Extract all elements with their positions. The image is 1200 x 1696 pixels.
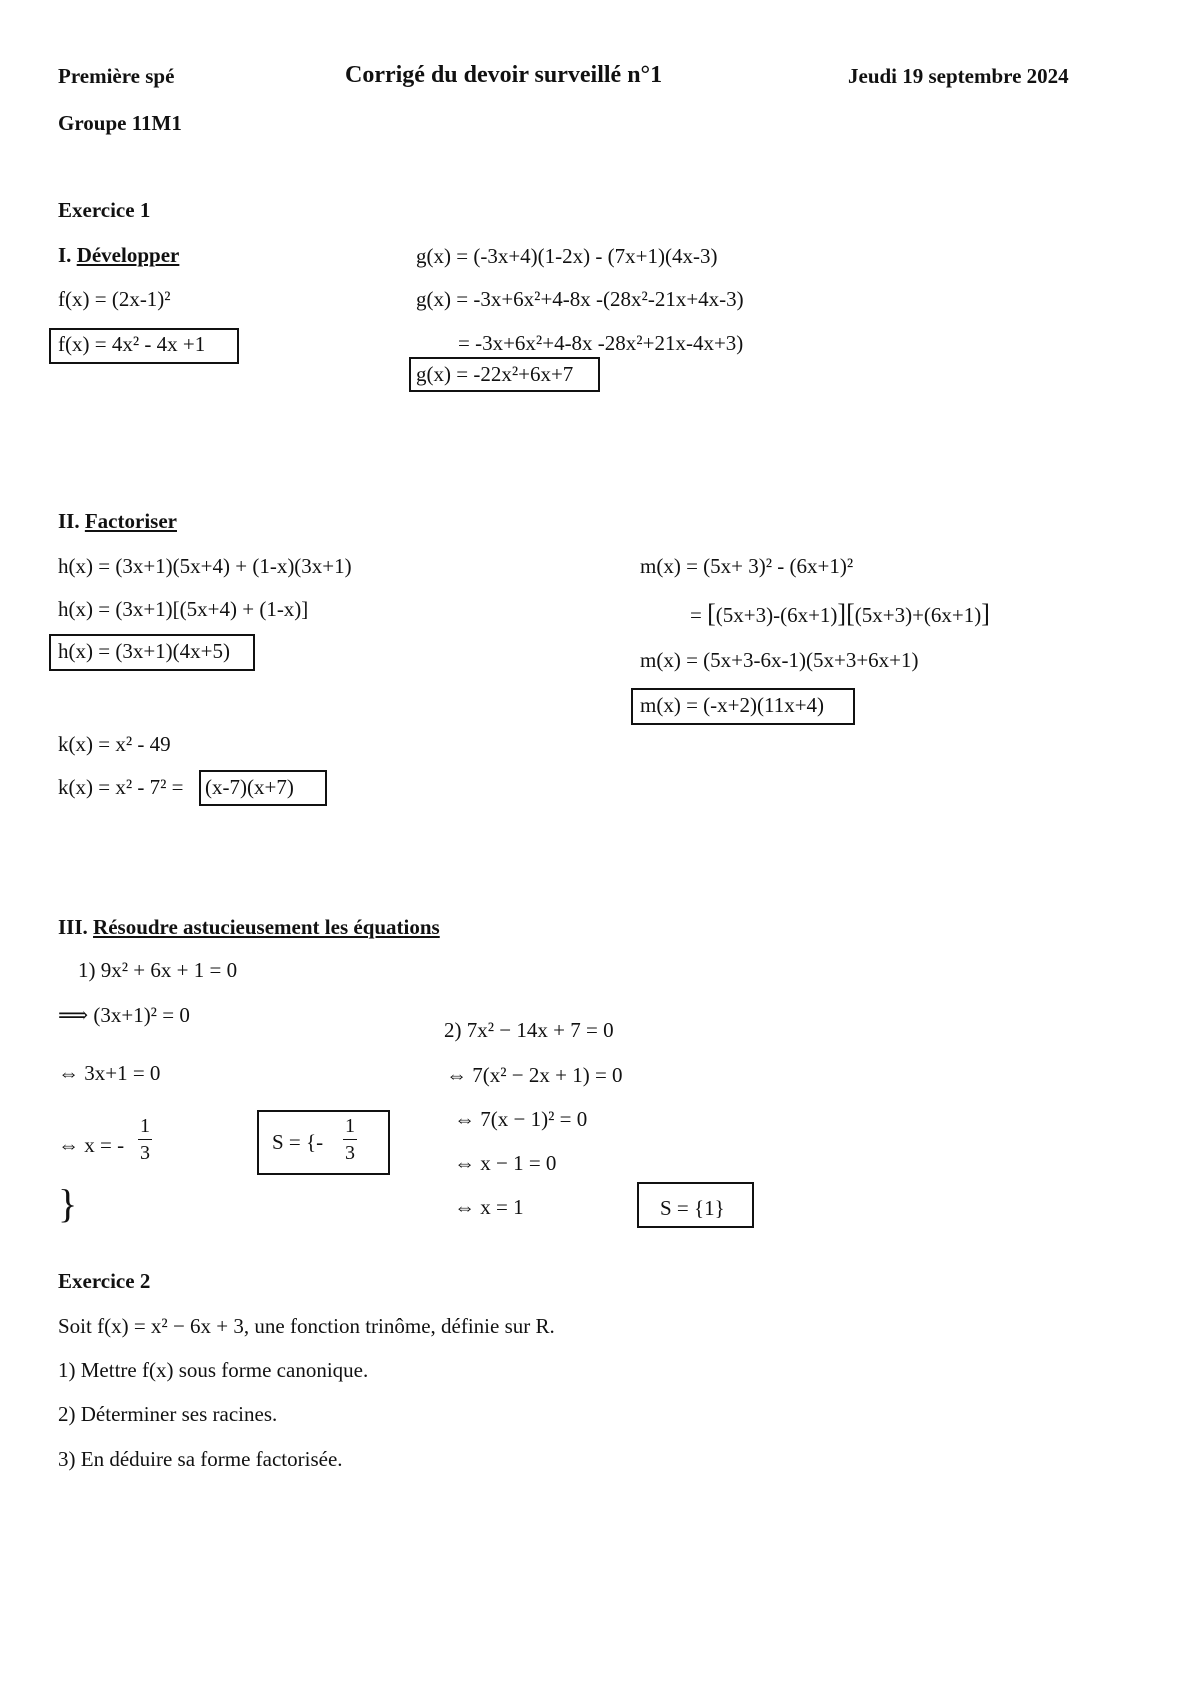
h-line-2: h(x) = (3x+1)[(5x+4) + (1-x)] <box>58 597 309 621</box>
eq2-line-4: ⇔ x − 1 = 0 <box>454 1151 557 1175</box>
m-result: m(x) = (-x+2)(11x+4) <box>640 693 825 717</box>
eq1-closing-brace: } <box>58 1181 78 1226</box>
page-title: Corrigé du devoir surveillé n°1 <box>345 62 663 88</box>
fraction-numerator: 1 <box>140 1115 150 1137</box>
f-result: f(x) = 4x² - 4x +1 <box>58 332 206 356</box>
bracket-close: ] <box>981 599 990 628</box>
section-develop-heading <box>58 242 179 268</box>
g-line-3: = -3x+6x²+4-8x -28x²+21x-4x+3) <box>458 331 744 355</box>
h-line-1: h(x) = (3x+1)(5x+4) + (1-x)(3x+1) <box>58 554 352 578</box>
eq2-line-2: ⇔ 7(x² − 2x + 1) = 0 <box>446 1063 623 1087</box>
fraction-denominator: 3 <box>140 1142 150 1164</box>
m-line-3: m(x) = (5x+3-6x-1)(5x+3+6x+1) <box>640 648 919 672</box>
g-line-2: g(x) = -3x+6x²+4-8x -(28x²-21x+4x-3) <box>416 287 744 311</box>
k-line-1: k(x) = x² - 49 <box>58 732 171 756</box>
eq2-line-3: ⇔ 7(x − 1)² = 0 <box>454 1107 588 1131</box>
fraction-numerator: 1 <box>345 1115 355 1137</box>
ex2-question-3: 3) En déduire sa forme factorisée. <box>58 1447 343 1471</box>
fraction-bar <box>138 1139 152 1140</box>
section-label: Développer <box>76 243 180 267</box>
section-number: II. <box>58 509 85 533</box>
g-line-1: g(x) = (-3x+4)(1-2x) - (7x+1)(4x-3) <box>416 244 718 268</box>
m-factor-b: (5x+3)+(6x+1) <box>854 603 982 627</box>
ex2-question-1: 1) Mettre f(x) sous forme canonique. <box>58 1358 369 1382</box>
f-line-1: f(x) = (2x-1)² <box>58 287 171 311</box>
eq1-solution: S = {- <box>272 1130 324 1154</box>
fraction-bar <box>343 1139 357 1140</box>
eq1-line-3: ⇔ 3x+1 = 0 <box>58 1061 161 1085</box>
section-label: Résoudre astucieusement les équations <box>93 915 440 939</box>
eq2-solution: S = {1} <box>660 1196 725 1220</box>
ex2-intro: Soit f(x) = x² − 6x + 3, une fonction trinôme, définie sur R. <box>58 1314 555 1338</box>
exam-date: Jeudi 19 septembre 2024 <box>848 64 1069 88</box>
h-result: h(x) = (3x+1)(4x+5) <box>58 639 230 663</box>
group-label: Groupe 11M1 <box>58 111 182 135</box>
section-factor-heading <box>58 508 177 534</box>
section-solve-heading <box>58 914 440 940</box>
g-result: g(x) = -22x²+6x+7 <box>416 362 574 386</box>
exercise-2-title: Exercice 2 <box>58 1269 151 1293</box>
bracket-open: [ <box>707 599 716 628</box>
eq2-line-5: ⇔ x = 1 <box>454 1195 524 1219</box>
eq1-line-4: ⇔ x = - <box>58 1133 125 1157</box>
section-label: Factoriser <box>84 509 177 533</box>
m-line-1: m(x) = (5x+ 3)² - (6x+1)² <box>640 554 854 578</box>
ex2-question-2: 2) Déterminer ses racines. <box>58 1402 278 1426</box>
section-number: I. <box>58 243 77 267</box>
bracket-mid: ][ <box>837 599 855 628</box>
eq1-line-1: 1) 9x² + 6x + 1 = 0 <box>78 958 238 982</box>
m-factor-a: (5x+3)-(6x+1) <box>715 603 838 627</box>
eq2-line-1: 2) 7x² − 14x + 7 = 0 <box>444 1018 614 1042</box>
k-line-2: k(x) = x² - 7² = <box>58 775 184 799</box>
class-name: Première spé <box>58 64 175 88</box>
k-result: (x-7)(x+7) <box>205 775 294 799</box>
m-line-2 <box>690 601 990 628</box>
eq1-fraction <box>138 1116 152 1163</box>
eq1-solution-fraction <box>343 1116 357 1163</box>
exercise-1-title: Exercice 1 <box>58 198 151 222</box>
eq1-line-2: ⟹ (3x+1)² = 0 <box>58 1003 190 1027</box>
section-number: III. <box>58 915 94 939</box>
fraction-denominator: 3 <box>345 1142 355 1164</box>
equals-sign: = <box>690 603 702 627</box>
